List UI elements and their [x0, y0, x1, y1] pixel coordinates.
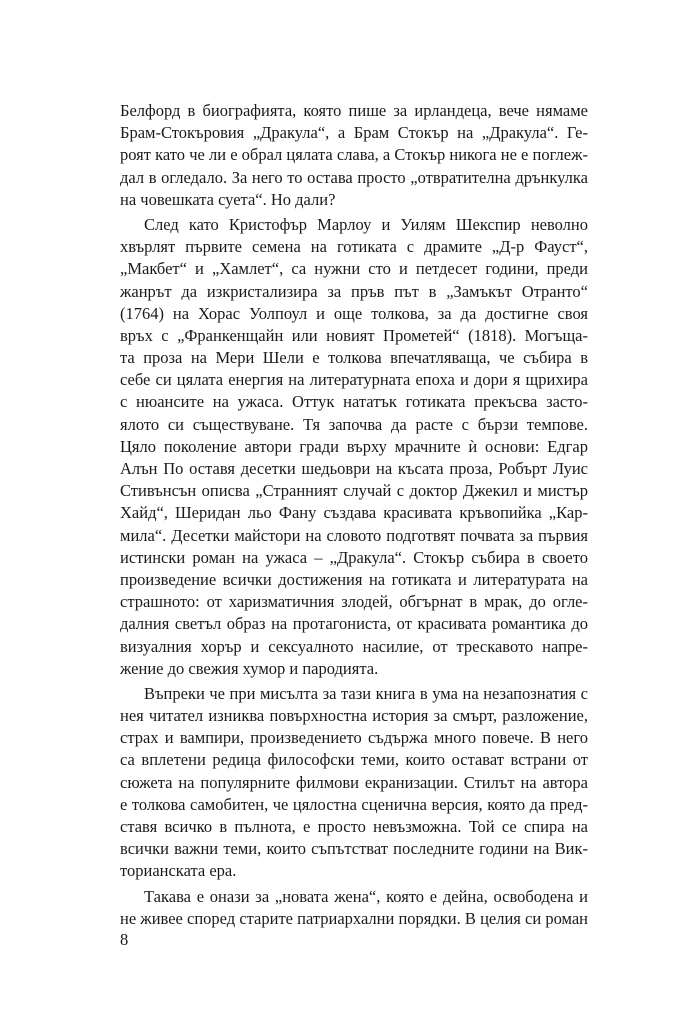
text-line: Алън По оставя десетки шедьоври на късата проза, Робърт Луис — [120, 459, 588, 478]
text-line: нея читател изниква повърхностна история за смърт, разложение, — [120, 706, 588, 726]
text-line: ставя всичко в пълнота, е просто невъзможна. Той се спира на — [120, 817, 588, 836]
text-line: са вплетени редица философски теми, които остават встрани от — [120, 750, 588, 770]
text-line: с нюансите на ужаса. Оттук нататък готиката прекъсва засто- — [120, 392, 588, 412]
text-line: дал в огледало. За него то остава просто „отвратителна дрънкулка — [120, 167, 588, 187]
text-line: е толкова самобитен, че цялостна сценична версия, която да пред- — [120, 794, 588, 814]
text-line: истински роман на ужаса – „Дракула“. Стокър събира в своето — [120, 547, 588, 567]
text-line: Стивънсън описва „Странният случай с доктор Джекил и мистър — [120, 481, 588, 501]
text-line: мила“. Десетки майстори на словото подготвят почвата за първия — [120, 525, 588, 545]
text-line: торианската ера. — [120, 861, 237, 881]
text-line: връх с „Франкенщайн или новият Прометей“ (1818). Могъща- — [120, 325, 588, 345]
text-line: „Макбет“ и „Хамлет“, са нужни сто и петдесет години, преди — [120, 259, 588, 279]
paragraph — [120, 683, 588, 883]
text-line: След като Кристофър Марлоу и Уилям Шекспир неволно — [144, 214, 588, 234]
text-line: страх и вампири, произведението съдържа много повече. В него — [120, 728, 588, 748]
text-line: (1764) на Хорас Уолпоул и още толкова, за да достигне своя — [120, 303, 588, 323]
text-line: страшното: от харизматичния злодей, обгърнат в мрак, до огле- — [120, 592, 588, 612]
text-line: на човешката суета“. Но дали? — [120, 189, 336, 209]
text-line: всички важни теми, които съпътстват последните години на Вик- — [120, 839, 588, 859]
text-line: себе си цялата енергия на литературната епоха и дори я щрихира — [120, 370, 588, 390]
text-line: Белфорд в биографията, която пише за ирландеца, вече нямаме — [120, 101, 588, 120]
text-line: визуалния хорър и сексуалното насилие, от трескавото напре- — [120, 636, 588, 656]
text-line: ялото си съществуване. Тя започва да расте с бързи темпове. — [120, 414, 588, 434]
text-line: не живее според старите патриархални порядки. В целия си роман — [120, 908, 588, 928]
paragraph — [120, 100, 588, 211]
page-number: 8 — [120, 930, 129, 949]
paragraph — [120, 214, 588, 680]
text-line: сюжета на популярните филмови екранизации. Стилът на автора — [120, 772, 588, 792]
text-line: та проза на Мери Шели е толкова впечатляваща, че събира в — [120, 348, 588, 368]
paragraph — [120, 886, 588, 930]
text-line: Хайд“, Шеридан льо Фану създава красивата кръвопийка „Кар- — [120, 503, 588, 523]
text-line: Такава е онази за „новата жена“, която е дейна, освободена и — [144, 886, 588, 906]
text-line: произведение всички достижения на готиката и литературата на — [120, 569, 588, 589]
body-text — [120, 100, 588, 930]
text-line: далния светъл образ на протагониста, от красивата романтика до — [120, 614, 588, 634]
text-line: Брам-Стокъровия „Дракула“, а Брам Стокър на „Дракула“. Ге- — [120, 123, 588, 143]
text-line: хвърлят първите семена на готиката с драмите „Д-р Фауст“, — [120, 237, 588, 257]
text-line: роят като че ли е обрал цялата слава, а Стокър никога не е поглеж- — [120, 145, 588, 165]
text-line: жение до свежия хумор и пародията. — [120, 658, 379, 678]
text-line: жанрът да изкристализира за пръв път в „Замъкът Отранто“ — [120, 281, 588, 301]
text-line: Въпреки че при мисълта за тази книга в ума на незапознатия с — [144, 683, 588, 703]
text-line: Цяло поколение автори гради върху мрачните ѝ основи: Едгар — [120, 436, 588, 456]
